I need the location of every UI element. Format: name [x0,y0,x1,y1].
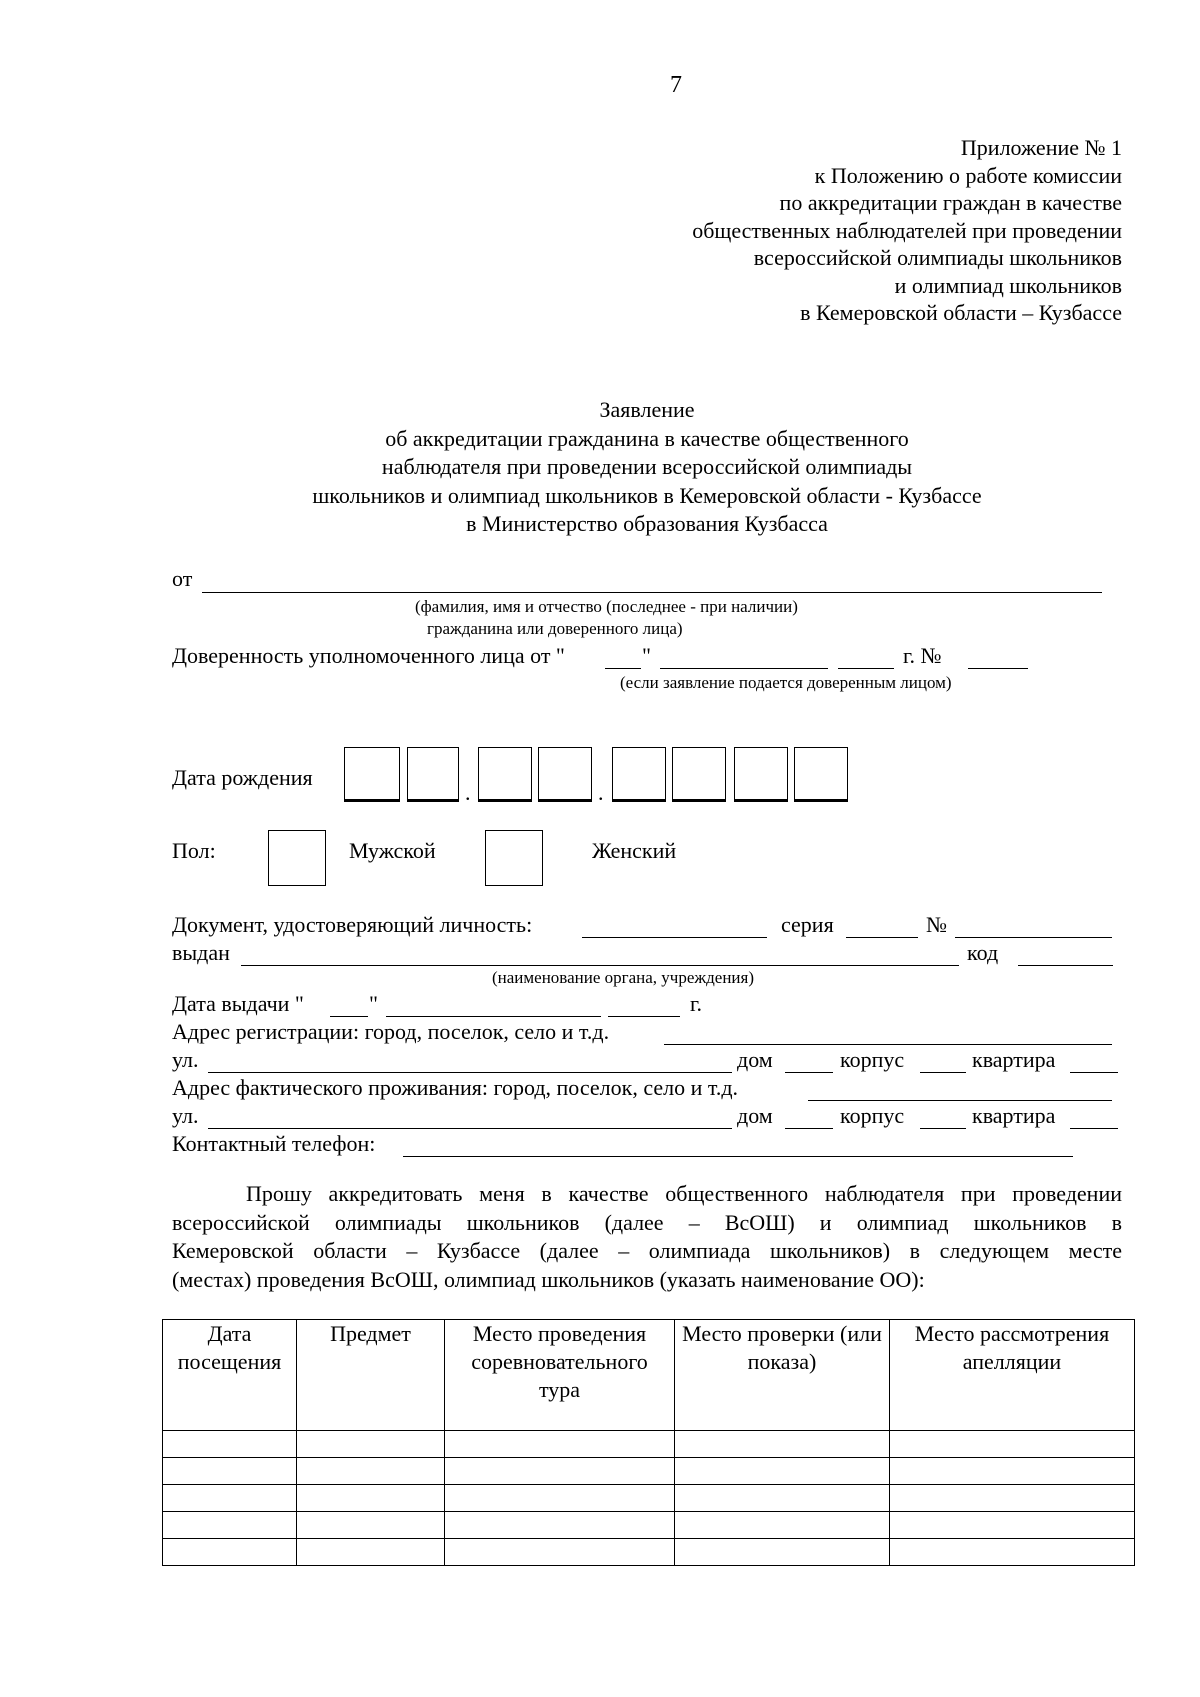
table-cell[interactable] [445,1512,675,1539]
gender-female-label: Женский [592,838,677,863]
registration-house-label: дом [737,1047,773,1072]
table-cell[interactable] [675,1431,890,1458]
registration-apartment-field[interactable] [1070,1072,1118,1073]
from-label: от [172,566,193,591]
birth-month-digit[interactable] [478,747,532,802]
document-number-field[interactable] [955,937,1112,938]
table-cell[interactable] [675,1458,890,1485]
appendix-line: в Кемеровской области – Кузбассе [800,300,1122,325]
appendix-line: Приложение № 1 [960,135,1122,160]
appendix-line: к Положению о работе комиссии [814,162,1122,188]
proxy-year-label: г. № [903,643,942,668]
table-cell[interactable] [445,1485,675,1512]
request-paragraph [172,1180,1122,1294]
appendix-line: по аккредитации граждан в качестве [779,190,1122,215]
request-line: (местах) проведения ВсОШ, олимпиад школьников (указать наименование ОО): [172,1266,925,1292]
birth-year-digit[interactable] [734,747,788,802]
issued-by-label: выдан [172,940,230,965]
table-cell[interactable] [675,1485,890,1512]
proxy-month-field[interactable] [660,668,828,669]
birth-year-digit[interactable] [612,747,666,802]
table-cell[interactable] [675,1512,890,1539]
phone-label: Контактный телефон: [172,1131,376,1156]
issue-year-label: г. [690,991,703,1016]
column-header: Предмет [297,1320,445,1431]
birth-label: Дата рождения [172,765,313,790]
table-cell[interactable] [163,1539,297,1566]
table-row [163,1431,1135,1458]
registration-house-field[interactable] [785,1072,833,1073]
document-series-label: серия [781,912,834,937]
document-title [172,396,1122,539]
birth-separator: . [465,780,471,805]
table-cell[interactable] [445,1458,675,1485]
actual-building-label: корпус [840,1103,905,1128]
proxy-year-field[interactable] [838,668,894,669]
proxy-quote: " [642,643,651,668]
code-label: код [967,940,999,965]
table-row [163,1512,1135,1539]
issued-by-hint: (наименование органа, учреждения) [492,968,755,987]
code-field[interactable] [1018,965,1113,966]
actual-street-field[interactable] [208,1128,732,1129]
table-cell[interactable] [445,1539,675,1566]
birth-day-digit[interactable] [344,747,400,802]
table-row [163,1458,1135,1485]
actual-apartment-field[interactable] [1070,1128,1118,1129]
appendix-line: и олимпиад школьников [894,272,1122,298]
issue-year-field[interactable] [608,1016,680,1017]
column-header: Дата посещения [163,1320,297,1431]
proxy-number-field[interactable] [968,668,1028,669]
issue-day-field[interactable] [330,1016,368,1017]
proxy-day-field[interactable] [605,668,641,669]
issue-date-label: Дата выдачи " [172,991,304,1016]
column-header: Место проверки (или показа) [675,1320,890,1431]
actual-apartment-label: квартира [972,1103,1056,1128]
table-cell[interactable] [890,1458,1135,1485]
table-cell[interactable] [297,1458,445,1485]
registration-apartment-label: квартира [972,1047,1056,1072]
title-line: наблюдателя при проведении всероссийской олимпиады [381,454,913,479]
title-line: в Министерство образования Кузбасса [466,511,828,536]
request-line: всероссийской олимпиады школьников (далее – ВсОШ) и олимпиад школьников в [172,1209,1122,1235]
table-cell[interactable] [163,1485,297,1512]
table-cell[interactable] [297,1539,445,1566]
request-line: Прошу аккредитовать меня в качестве общественного наблюдателя при проведении [246,1181,1122,1206]
column-header: Место рассмотрения апелляции [890,1320,1135,1431]
from-hint: гражданина или доверенного лица) [427,619,683,638]
table-cell[interactable] [890,1431,1135,1458]
actual-city-field[interactable] [808,1100,1112,1101]
page-number: 7 [670,72,682,98]
issue-quote: " [369,991,378,1016]
registration-street-field[interactable] [208,1072,732,1073]
actual-address-label: Адрес фактического проживания: город, поселок, село и т.д. [172,1075,739,1100]
registration-building-label: корпус [840,1047,905,1072]
table-cell[interactable] [890,1539,1135,1566]
document-label: Документ, удостоверяющий личность: [172,912,533,937]
title-line: Заявление [599,397,695,422]
gender-label: Пол: [172,838,216,863]
table-cell[interactable] [163,1458,297,1485]
actual-house-field[interactable] [785,1128,833,1129]
visits-table [162,1319,1135,1566]
table-cell[interactable] [297,1512,445,1539]
document-number-label: № [926,912,947,937]
issued-by-field[interactable] [241,965,959,966]
gender-male-checkbox[interactable] [268,830,326,886]
request-line: Кемеровской области – Кузбассе (далее – олимпиада школьников) в следующем месте [172,1238,1122,1263]
column-header: Место проведения соревновательного тура [445,1320,675,1431]
table-cell[interactable] [445,1431,675,1458]
actual-house-label: дом [737,1103,773,1128]
table-cell[interactable] [675,1539,890,1566]
actual-building-field[interactable] [920,1128,966,1129]
table-cell[interactable] [297,1431,445,1458]
registration-building-field[interactable] [920,1072,966,1073]
table-cell[interactable] [297,1485,445,1512]
registration-city-field[interactable] [664,1044,1112,1045]
document-series-field[interactable] [846,937,918,938]
proxy-label: Доверенность уполномоченного лица от " [172,643,565,668]
from-hint: (фамилия, имя и отчество (последнее - при наличии) [415,597,798,616]
title-line: об аккредитации гражданина в качестве общественного [385,425,909,451]
gender-female-checkbox[interactable] [485,830,543,886]
document-type-field[interactable] [582,937,767,938]
appendix-line: общественных наблюдателей при проведении [692,217,1122,243]
birth-day-digit[interactable] [407,747,459,802]
appendix-block [692,134,1122,327]
birth-year-digit[interactable] [672,747,726,802]
table-cell[interactable] [163,1431,297,1458]
actual-street-label: ул. [172,1103,199,1128]
table-cell[interactable] [890,1485,1135,1512]
table-cell[interactable] [890,1512,1135,1539]
phone-field[interactable] [403,1156,1073,1157]
birth-month-digit[interactable] [538,747,592,802]
table-row [163,1485,1135,1512]
table-cell[interactable] [163,1512,297,1539]
proxy-hint: (если заявление подается доверенным лицом) [620,673,952,692]
appendix-line: всероссийской олимпиады школьников [753,245,1122,270]
from-field[interactable] [202,592,1102,593]
registration-label: Адрес регистрации: город, поселок, село и т.д. [172,1019,610,1044]
table-row [163,1539,1135,1566]
table-header-row [163,1320,1135,1431]
registration-street-label: ул. [172,1047,199,1072]
gender-male-label: Мужской [349,838,436,863]
issue-month-field[interactable] [386,1016,601,1017]
title-line: школьников и олимпиад школьников в Кемеровской области - Кузбассе [312,482,982,508]
birth-year-digit[interactable] [794,747,848,802]
birth-separator: . [598,780,604,805]
